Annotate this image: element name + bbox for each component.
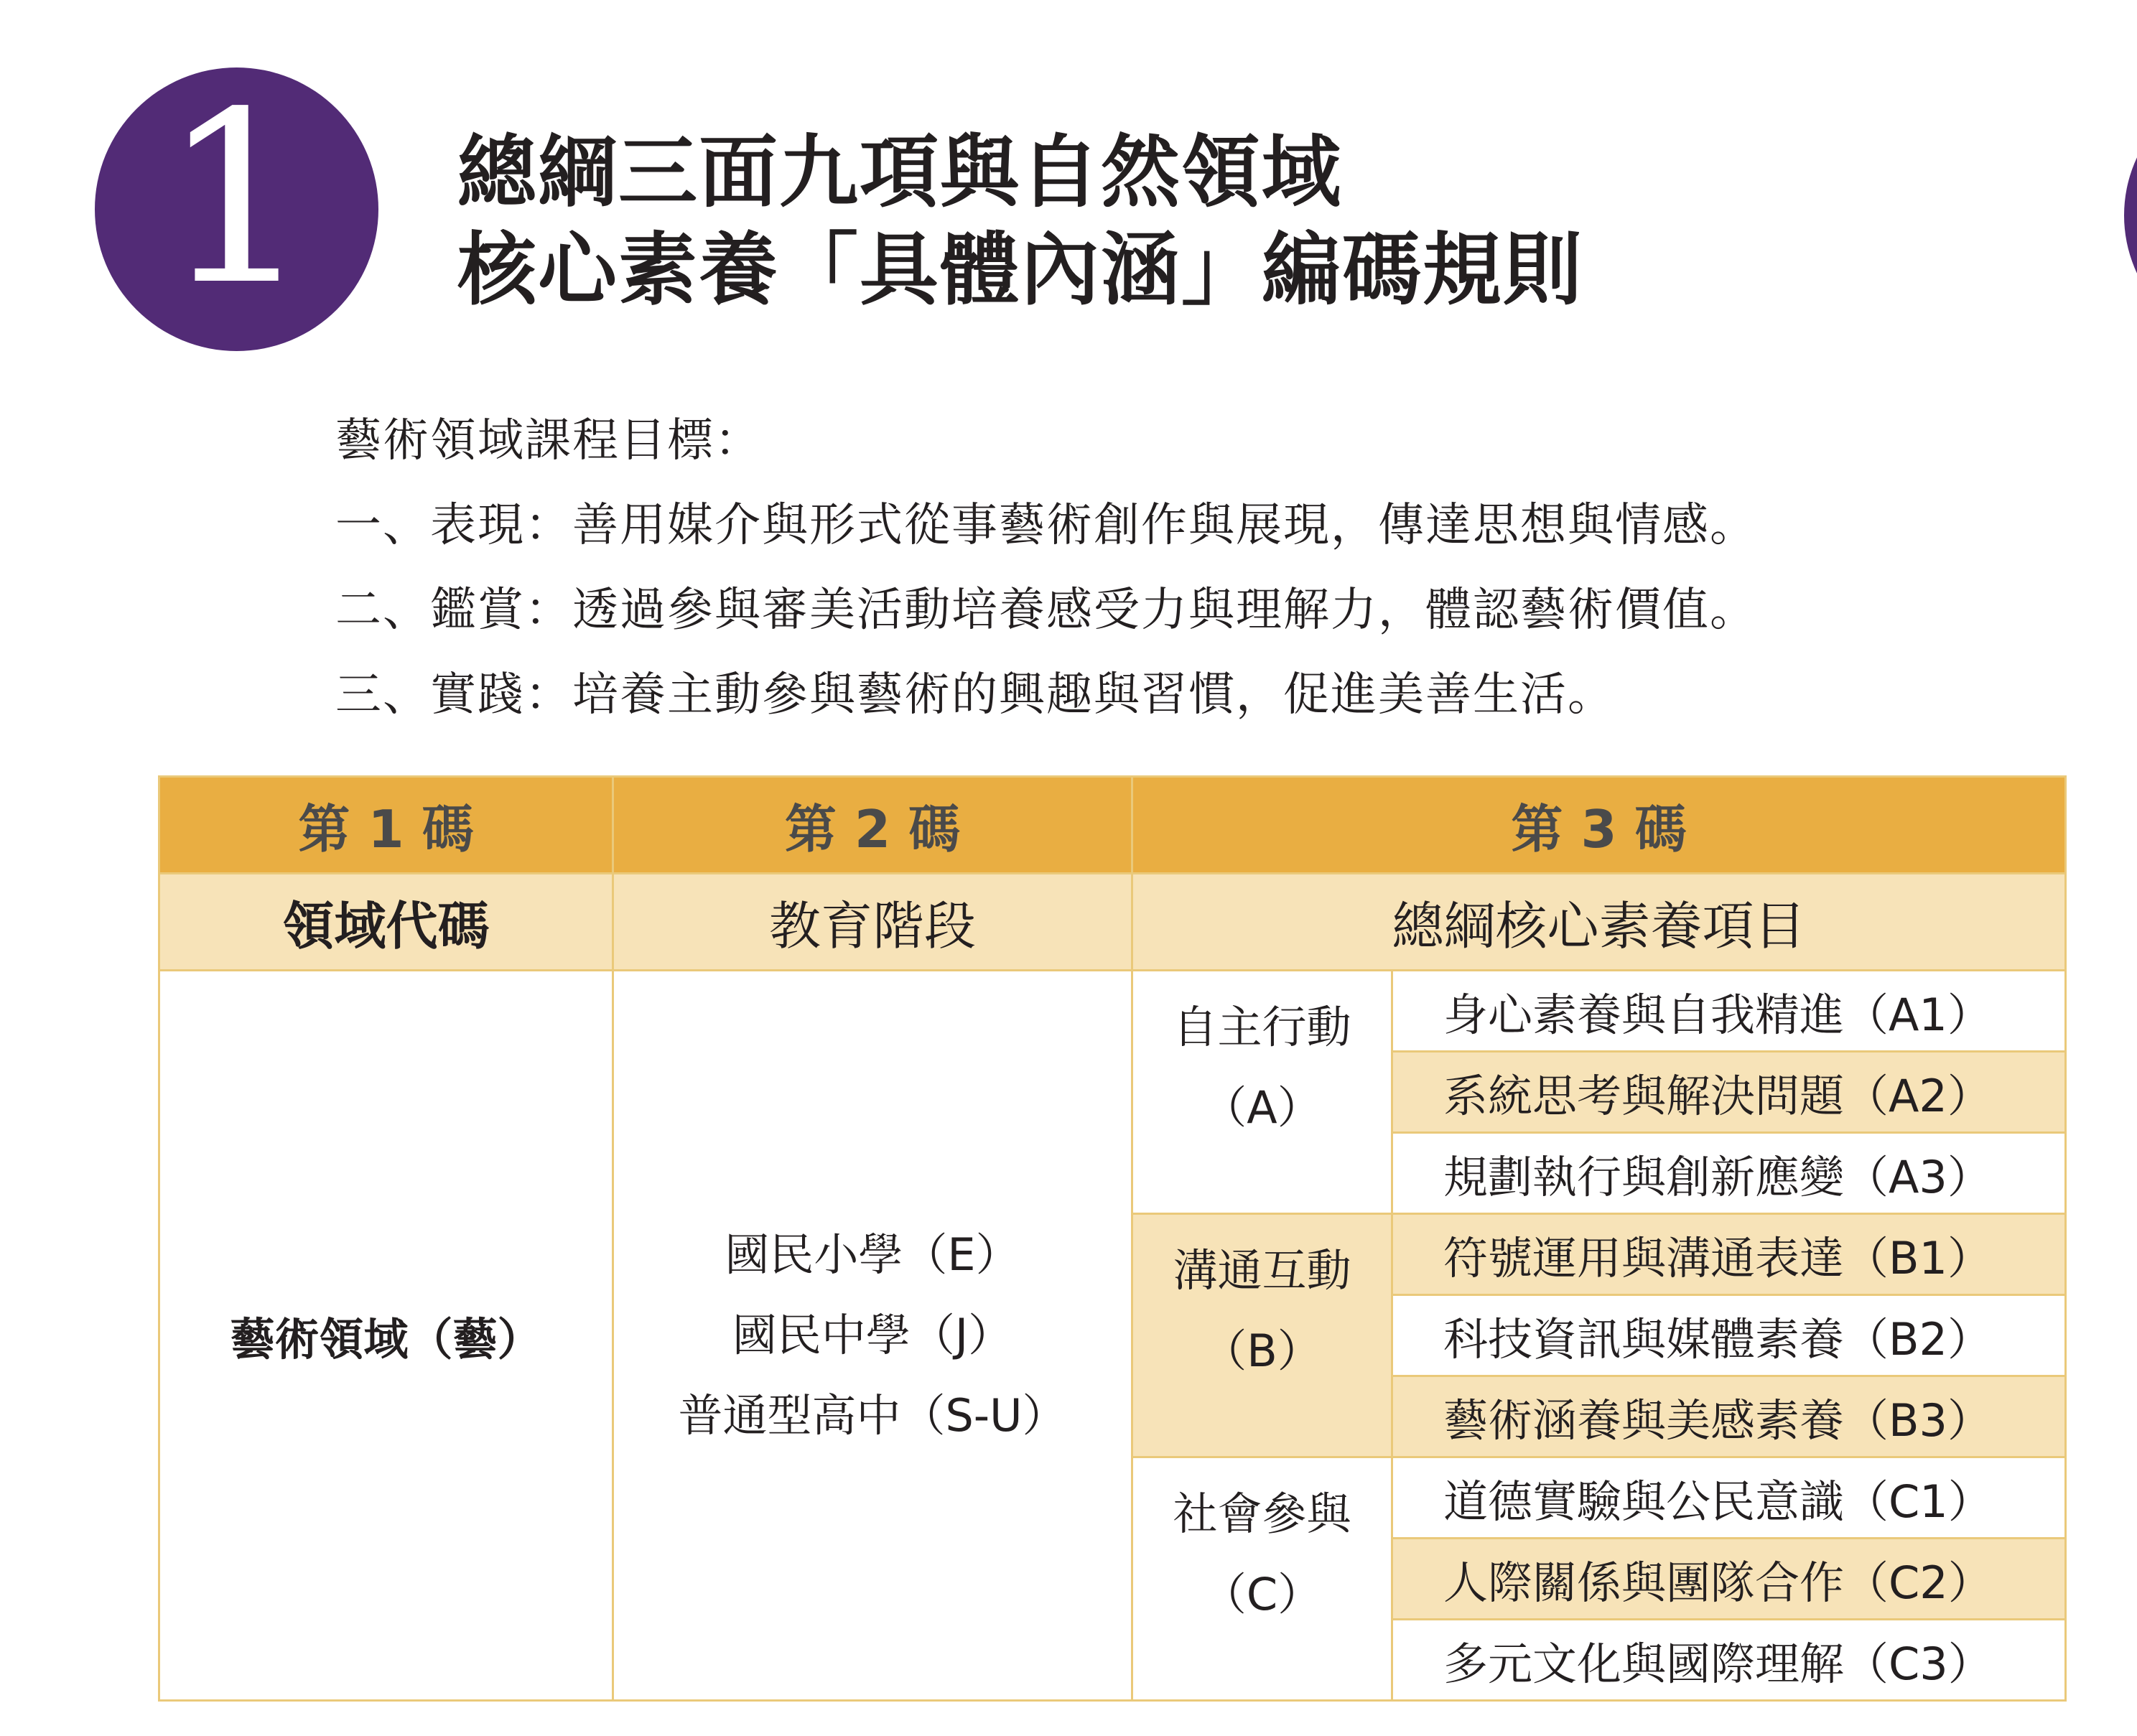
category-code: （C） (1201, 1568, 1323, 1620)
competency-item: 系統思考與解決問題（A2） (1392, 1052, 2066, 1133)
goal-item: 二、鑑賞：透過參與審美活動培養感受力與理解力，體認藝術價值。 (335, 584, 1757, 637)
category-code: （B） (1202, 1325, 1322, 1377)
section-number: 1 (161, 61, 312, 337)
category-name: 溝通互動 (1173, 1244, 1351, 1297)
competency-item: 身心素養與自我精進（A1） (1392, 971, 2066, 1052)
code-3-header: 第 3 碼 (1132, 777, 2066, 874)
education-stage-header: 教育階段 (613, 874, 1132, 971)
goal-item: 三、實踐：培養主動參與藝術的興趣與習慣，促進美善生活。 (335, 668, 1615, 722)
competency-item: 藝術涵養與美感素養（B3） (1392, 1376, 2066, 1457)
code-position-row (159, 777, 2066, 874)
code-2-header: 第 2 碼 (613, 777, 1132, 874)
competency-item: 道德實驗與公民意識（C1） (1392, 1457, 2066, 1539)
competency-item: 科技資訊與媒體素養（B2） (1392, 1295, 2066, 1376)
stage-item: 普通型高中（S-U） (678, 1389, 1067, 1442)
category-name: 社會參與 (1173, 1488, 1351, 1540)
code-1-header: 第 1 碼 (159, 777, 613, 874)
category-cell-c (1132, 1457, 1392, 1701)
goal-item: 一、表現：善用媒介與形式從事藝術創作與展現，傳達思想與情感。 (335, 499, 1757, 552)
next-section-badge (2124, 79, 2137, 352)
category-cell-a (1132, 971, 1392, 1214)
table-row (159, 971, 2066, 1052)
competency-item: 多元文化與國際理解（C3） (1392, 1620, 2066, 1701)
title-line-1: 總綱三面九項與自然領域 (457, 126, 1342, 218)
domain-cell: 藝術領域（藝） (159, 971, 613, 1701)
category-name: 自主行動 (1173, 1001, 1351, 1053)
title-line-2: 核心素養「具體內涵」編碼規則 (457, 224, 1583, 316)
section-number-badge (95, 61, 378, 351)
stage-item: 國民小學（E） (725, 1228, 1020, 1281)
page-title (457, 123, 1583, 319)
domain-code-header: 領域代碼 (159, 874, 613, 971)
code-name-row (159, 874, 2066, 971)
coding-rule-table (158, 775, 2067, 1702)
course-goals (335, 398, 1757, 737)
category-cell-b (1132, 1214, 1392, 1457)
stage-item: 國民中學（J） (732, 1309, 1013, 1361)
competency-item: 人際關係與團隊合作（C2） (1392, 1539, 2066, 1620)
goals-heading: 藝術領域課程目標： (335, 414, 762, 467)
competency-item-header: 總綱核心素養項目 (1132, 874, 2066, 971)
competency-item: 符號運用與溝通表達（B1） (1392, 1214, 2066, 1295)
competency-item: 規劃執行與創新應變（A3） (1392, 1133, 2066, 1214)
category-code: （A） (1202, 1081, 1322, 1134)
stage-cell (613, 971, 1132, 1701)
